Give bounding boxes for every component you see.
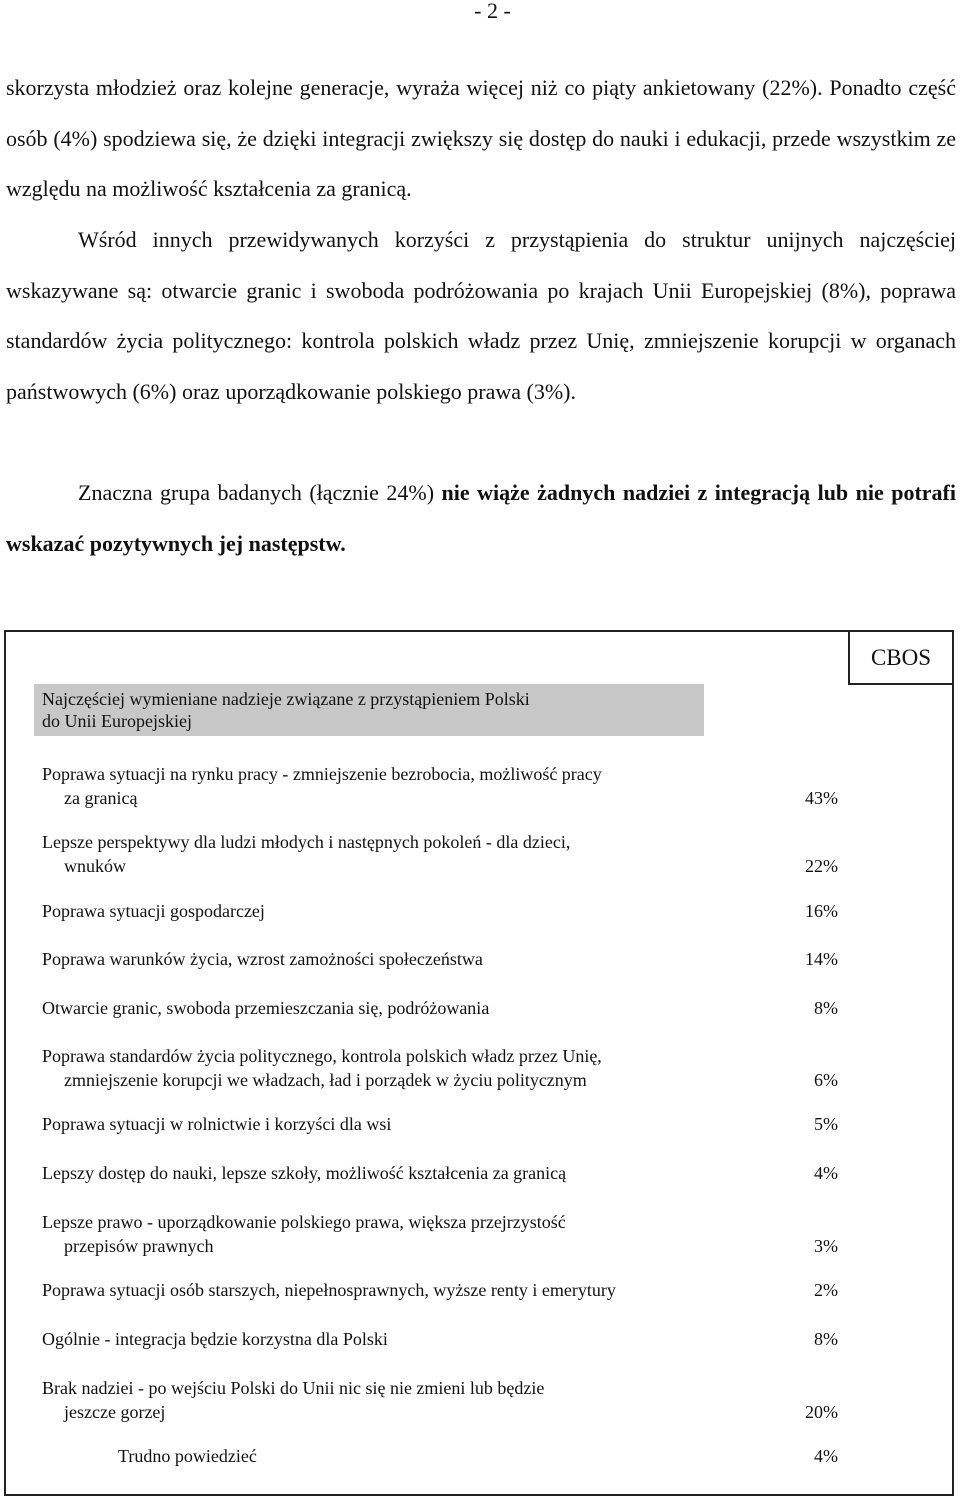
row-label: Lepsze perspektywy dla ludzi młodych i następnych pokoleń - dla dzieci, bbox=[42, 832, 571, 852]
row-label: Poprawa sytuacji w rolnictwie i korzyści dla wsi bbox=[42, 1114, 392, 1134]
row-label-cont: wnuków bbox=[64, 856, 126, 876]
paragraph-3-normal: Znaczna grupa badanych (łącznie 24%) bbox=[78, 480, 442, 505]
paragraph-3-end: . bbox=[340, 530, 346, 556]
row-value: 20% bbox=[805, 1402, 838, 1422]
paragraph-3-bold: nie wiąże żadnych nadziei z integracją lub nie potrafi wskazać pozytywnych jej następstw bbox=[6, 480, 956, 556]
row-label: Poprawa sytuacji osób starszych, niepełnosprawnych, wyższe renty i emerytury bbox=[42, 1280, 616, 1300]
row-label: Trudno powiedzieć bbox=[118, 1446, 257, 1466]
source-label: CBOS bbox=[848, 630, 954, 685]
row-label: Brak nadziei - po wejściu Polski do Unii nic się nie zmieni lub będzie bbox=[42, 1378, 545, 1398]
row-value: 43% bbox=[805, 788, 838, 808]
row-label: Poprawa warunków życia, wzrost zamożności społeczeństwa bbox=[42, 949, 483, 969]
row-value: 4% bbox=[814, 1163, 838, 1183]
table-title-line-2: do Unii Europejskiej bbox=[42, 711, 192, 731]
row-value: 3% bbox=[814, 1236, 838, 1256]
row-label-cont: przepisów prawnych bbox=[64, 1236, 214, 1256]
row-label-cont: jeszcze gorzej bbox=[64, 1402, 166, 1422]
row-value: 22% bbox=[805, 856, 838, 876]
row-value: 5% bbox=[814, 1114, 838, 1134]
row-value: 16% bbox=[805, 901, 838, 921]
paragraph-1: skorzysta młodzież oraz kolejne generacje, wyraża więcej niż co piąty ankietowany (22%). Ponadto część osób (4%) spodziewa się, że dzięki integracji zwiększy się dostęp do nauki i edukacji, przede wszystkim ze względu na możliwość kształcenia za granicą. bbox=[6, 75, 956, 201]
row-label: Lepsze prawo - uporządkowanie polskiego prawa, większa przejrzystość bbox=[42, 1212, 566, 1232]
row-label-cont: za granicą bbox=[64, 788, 138, 808]
paragraph-2: Wśród innych przewidywanych korzyści z przystąpienia do struktur unijnych najczęściej wskazywane są: otwarcie granic i swoboda podróżowania po krajach Unii Europejskiej (8%), poprawa standardów życia politycznego: kontrola polskich władz przez Unię, zmniejszenie korupcji w organach państwowych (6%) oraz uporządkowanie polskiego prawa (3%). bbox=[6, 227, 956, 404]
row-label: Poprawa standardów życia politycznego, kontrola polskich władz przez Unię, bbox=[42, 1046, 602, 1066]
row-label: Otwarcie granic, swoboda przemieszczania się, podróżowania bbox=[42, 998, 490, 1018]
row-value: 6% bbox=[814, 1070, 838, 1090]
row-value: 4% bbox=[814, 1446, 838, 1466]
row-label: Ogólnie - integracja będzie korzystna dla Polski bbox=[42, 1329, 388, 1349]
row-value: 8% bbox=[814, 998, 838, 1018]
row-value: 2% bbox=[814, 1280, 838, 1300]
row-label: Poprawa sytuacji na rynku pracy - zmniejszenie bezrobocia, możliwość pracy bbox=[42, 764, 602, 784]
page-number: - 2 - bbox=[474, 0, 511, 23]
row-value: 14% bbox=[805, 949, 838, 969]
row-value: 8% bbox=[814, 1329, 838, 1349]
table-title-line-1: Najczęściej wymieniane nadzieje związane z przystąpieniem Polski bbox=[42, 689, 530, 709]
table-title bbox=[34, 684, 704, 736]
row-label: Lepszy dostęp do nauki, lepsze szkoły, możliwość kształcenia za granicą bbox=[42, 1163, 567, 1183]
paragraph-3 bbox=[6, 468, 956, 569]
row-label-cont: zmniejszenie korupcji we władzach, ład i porządek w życiu politycznym bbox=[64, 1070, 587, 1090]
row-label: Poprawa sytuacji gospodarczej bbox=[42, 901, 265, 921]
hopes-table-box bbox=[4, 630, 954, 1496]
